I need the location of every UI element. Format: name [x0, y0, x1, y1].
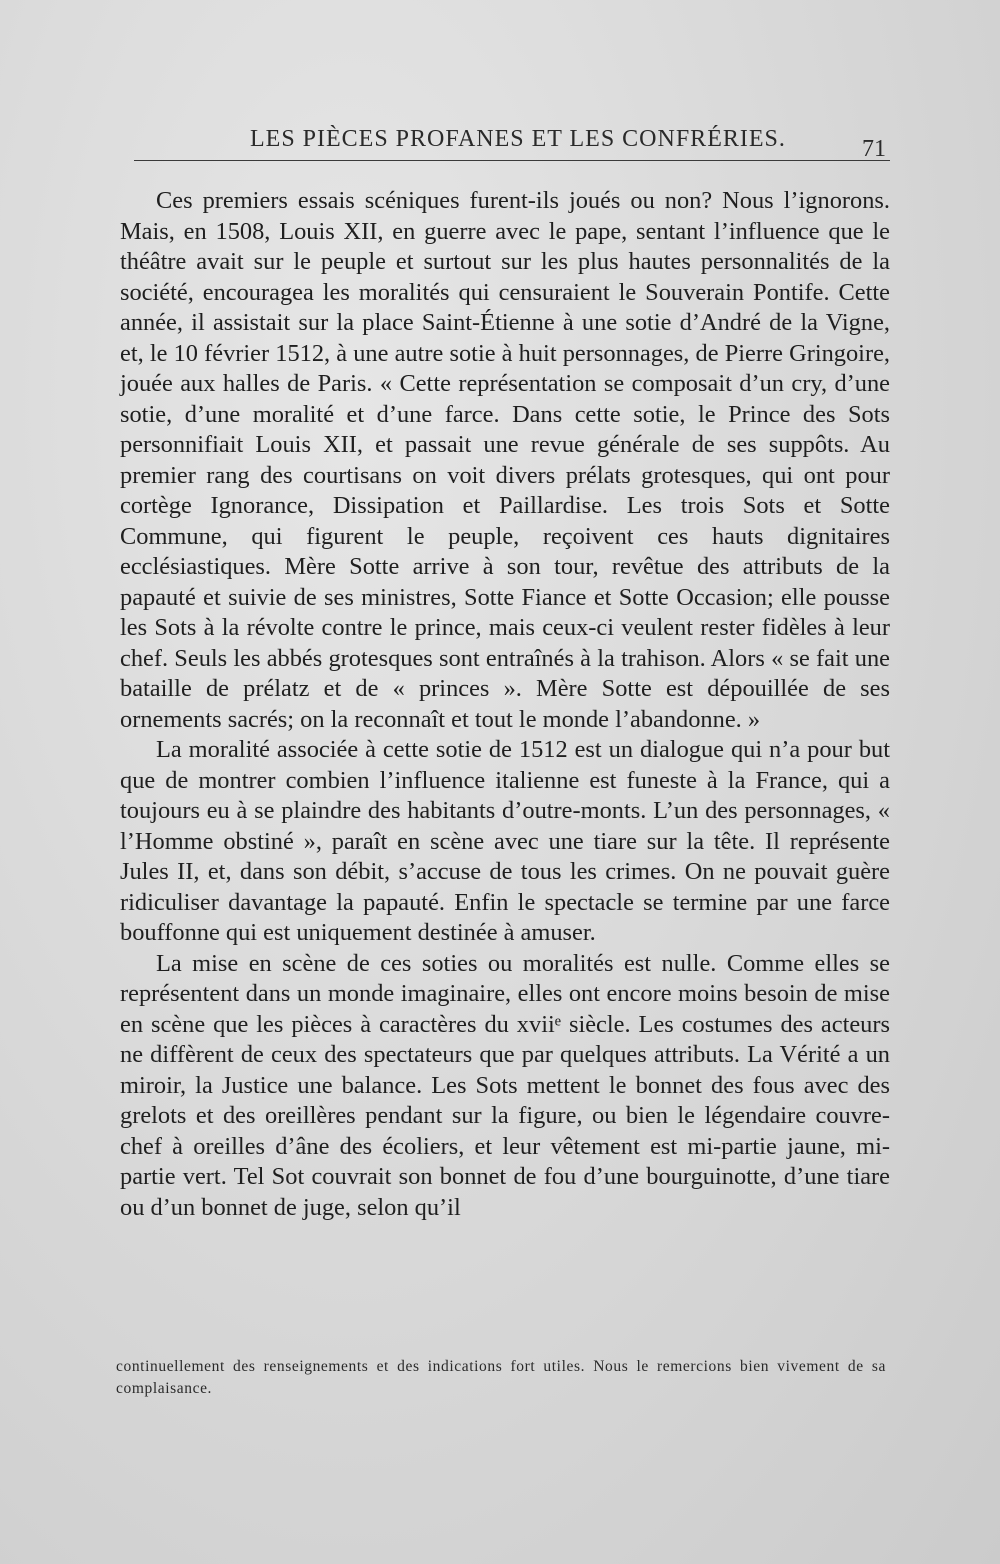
- body-text: [120, 186, 890, 1223]
- header-rule: [134, 160, 890, 161]
- running-title: LES PIÈCES PROFANES ET LES CONFRÉRIES.: [250, 126, 786, 152]
- footnote-text: continuellement des renseignements et des indications fort utiles. Nous le remercions bien vivement de sa complaisance.: [116, 1358, 886, 1397]
- footnote: [116, 1356, 886, 1400]
- paragraph: La mise en scène de ces soties ou moralités est nulle. Comme elles se représentent dans un monde imaginaire, elles ont encore moins besoin de mise en scène que les pièces à caractères du xviiᵉ siècle. Les costumes des acteurs ne diffèrent de ceux des spectateurs que par quelques attributs. La Vérité a un miroir, la Justice une balance. Les Sots mettent le bonnet des fous avec des grelots et des oreillères pendant sur la figure, ou bien le légendaire couvre-chef à oreilles d’âne des écoliers, et leur vêtement est mi-partie jaune, mi-partie vert. Tel Sot couvrait son bonnet de fou d’une bourguinotte, d’une tiare ou d’un bonnet de juge, selon qu’il: [120, 949, 890, 1221]
- running-head: [130, 120, 890, 170]
- paragraph: Ces premiers essais scéniques furent-ils joués ou non? Nous l’ignorons. Mais, en 1508, Louis XII, en guerre avec le pape, sentant l’influence que le théâtre avait sur le peuple et surtout sur les plus hautes personnalités de la société, encouragea les moralités qui censuraient le Souverain Pontife. Cette année, il assistait sur la place Saint-Étienne à une sotie d’André de la Vigne, et, le 10 février 1512, à une autre sotie à huit personnages, de Pierre Gringoire, jouée aux halles de Paris. « Cette représentation se composait d’un cry, d’une sotie, d’une moralité et d’une farce. Dans cette sotie, le Prince des Sots personnifiait Louis XII, et passait une revue générale de ses suppôts. Au premier rang des courtisans on voit divers prélats grotesques, qui ont pour cortège Ignorance, Dissipation et Paillardise. Les trois Sots et Sotte Commune, qui figurent le peuple, reçoivent ces hauts dignitaires ecclésiastiques. Mère Sotte arrive à son tour, revêtue des attributs de la papauté et suivie de ses ministres, Sotte Fiance et Sotte Occasion; elle pousse les Sots à la révolte contre le prince, mais ceux-ci veulent rester fidèles à leur chef. Seuls les abbés grotesques sont entraînés à la trahison. Alors « se fait une bataille de prélatz et de « princes ». Mère Sotte est dépouillée de ses ornements sacrés; on la reconnaît et tout le monde l’abandonne. »: [120, 187, 890, 733]
- paragraph: La moralité associée à cette sotie de 1512 est un dialogue qui n’a pour but que de montrer combien l’influence italienne est funeste à la France, qui a toujours eu à se plaindre des habitants d’outre-monts. L’un des personnages, « l’Homme obstiné », paraît en scène avec une tiare sur la tête. Il représente Jules II, et, dans son débit, s’accuse de tous les crimes. On ne pouvait guère ridiculiser davantage la papauté. Enfin le spectacle se termine par une farce bouffonne qui est uniquement destinée à amuser.: [120, 736, 890, 946]
- page-number: 71: [862, 136, 886, 162]
